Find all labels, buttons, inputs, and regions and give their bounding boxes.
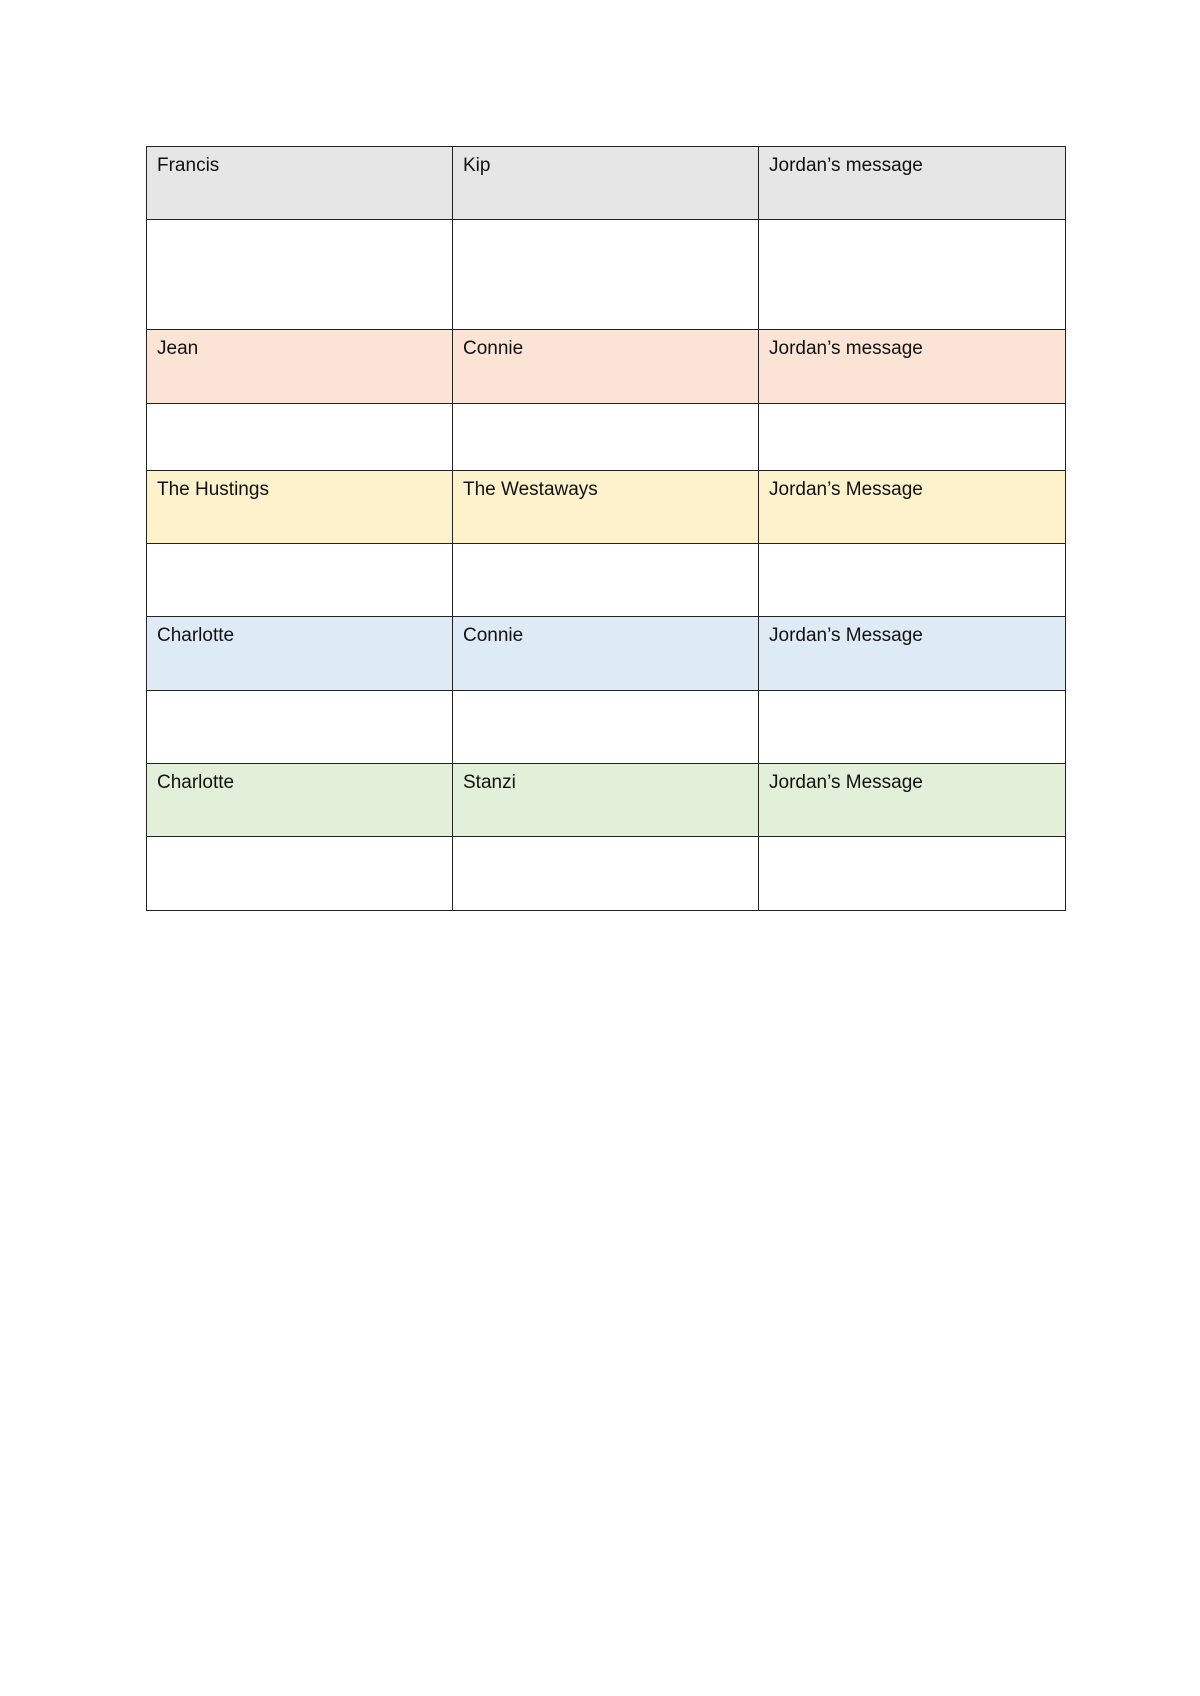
table-cell[interactable] <box>147 404 453 471</box>
character-table <box>146 146 1066 911</box>
table-row <box>147 330 1066 404</box>
table-cell[interactable]: Jordan’s message <box>759 330 1066 404</box>
table-cell[interactable]: Connie <box>453 617 759 691</box>
table-row <box>147 764 1066 837</box>
table-row <box>147 471 1066 544</box>
table-cell[interactable]: Jordan’s Message <box>759 764 1066 837</box>
table-row <box>147 220 1066 330</box>
table-row <box>147 544 1066 617</box>
table-cell[interactable]: Connie <box>453 330 759 404</box>
table-cell[interactable] <box>453 837 759 911</box>
table-cell[interactable] <box>147 837 453 911</box>
table-cell[interactable]: Kip <box>453 147 759 220</box>
table-cell[interactable] <box>147 544 453 617</box>
table-cell[interactable] <box>453 544 759 617</box>
table-cell[interactable]: Charlotte <box>147 764 453 837</box>
table-cell[interactable] <box>759 837 1066 911</box>
table-row <box>147 147 1066 220</box>
table-row <box>147 837 1066 911</box>
table-cell[interactable] <box>147 691 453 764</box>
table-cell[interactable]: Jean <box>147 330 453 404</box>
table-cell[interactable] <box>759 220 1066 330</box>
table-cell[interactable]: The Hustings <box>147 471 453 544</box>
table-cell[interactable]: Francis <box>147 147 453 220</box>
table-cell[interactable]: Jordan’s Message <box>759 471 1066 544</box>
table-cell[interactable] <box>453 220 759 330</box>
table-cell[interactable]: Stanzi <box>453 764 759 837</box>
table-row <box>147 404 1066 471</box>
table-cell[interactable] <box>759 544 1066 617</box>
table-row <box>147 617 1066 691</box>
table-cell[interactable]: Jordan’s Message <box>759 617 1066 691</box>
table-cell[interactable]: Charlotte <box>147 617 453 691</box>
table-row <box>147 691 1066 764</box>
table-cell[interactable] <box>759 691 1066 764</box>
table-cell[interactable] <box>453 691 759 764</box>
table-cell[interactable] <box>759 404 1066 471</box>
table-cell[interactable] <box>147 220 453 330</box>
table-cell[interactable]: The Westaways <box>453 471 759 544</box>
table-cell[interactable] <box>453 404 759 471</box>
table-cell[interactable]: Jordan’s message <box>759 147 1066 220</box>
